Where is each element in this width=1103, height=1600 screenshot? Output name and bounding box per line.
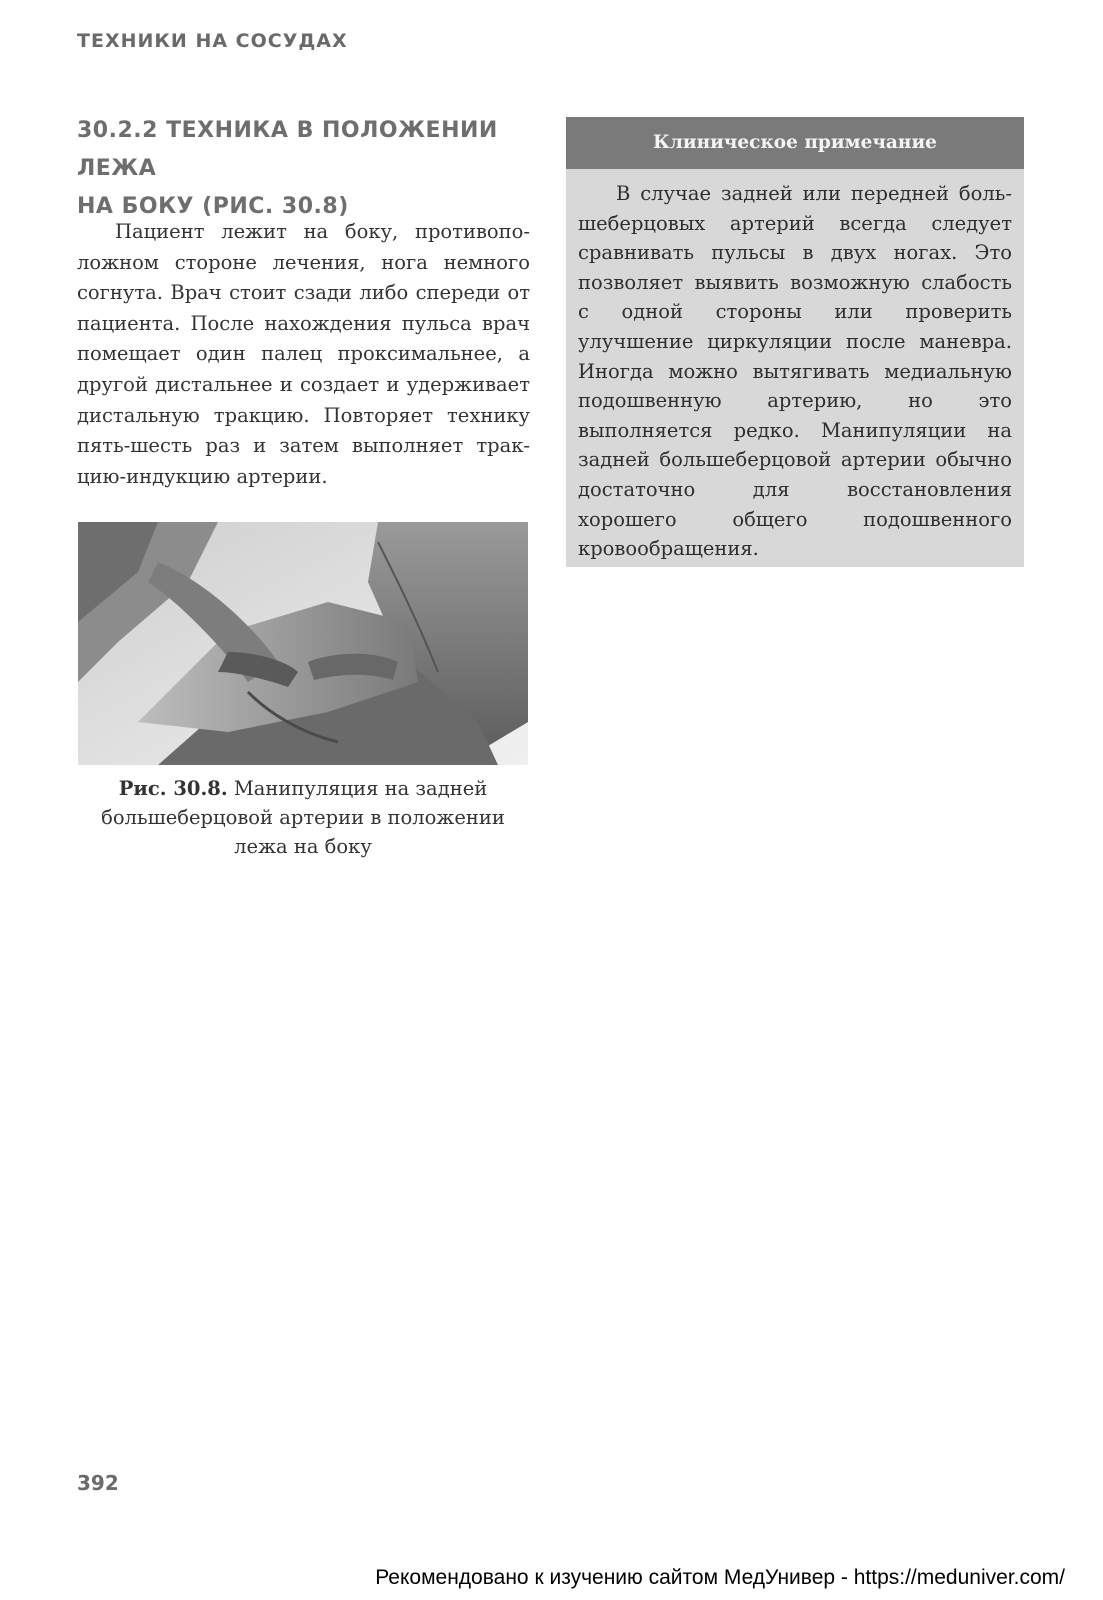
clinical-note-text: В случае задней или передней большеберцовых артерий всегда следует сравнивать пульсы в двух ногах. Это позволяет выявить возможную слабость с одной стороны или проверить улучшение циркуляции после маневра. Иногда можно вытягивать медиальную подошвенную артерию, но это выполняется редко. Манипуляции на задней большеберцовой артерии обычно достаточно для восстановления хорошего общего подошвенного кровообращения. bbox=[578, 182, 1012, 561]
hand-foot-photo bbox=[78, 522, 528, 765]
clinical-note-title: Клиническое примечание bbox=[566, 117, 1024, 169]
section-title bbox=[77, 112, 537, 226]
section-title-line-1: 30.2.2 ТЕХНИКА В ПОЛОЖЕНИИ ЛЕЖА bbox=[77, 118, 498, 181]
clinical-note-box bbox=[566, 117, 1024, 567]
figure-photo bbox=[78, 522, 528, 765]
running-header: ТЕХНИКИ НА СОСУДАХ bbox=[77, 30, 348, 52]
figure-caption bbox=[78, 774, 528, 861]
footer-recommendation: Рекомендовано к изучению сайтом МедУнивер - https://meduniver.com/ bbox=[375, 1566, 1065, 1589]
page-number: 392 bbox=[77, 1471, 119, 1495]
figure-caption-text: Манипуляция на задней большеберцовой артерии в положении лежа на боку bbox=[101, 777, 505, 858]
figure-caption-lead: Рис. 30.8. bbox=[118, 777, 228, 800]
section-body-text: Пациент лежит на боку, противоположном стороне лечения, нога немного согнута. Врач стоит сзади либо спереди от пациента. После нахождения пульса врач помещает один палец проксимальнее, а другой дистальнее и создает и удерживает дистальную тракцию. Повторяет технику пять-шесть раз и затем выполняет тракцию-индукцию артерии. bbox=[77, 220, 530, 488]
section-title-line-2: НА БОКУ (РИС. 30.8) bbox=[77, 194, 349, 219]
